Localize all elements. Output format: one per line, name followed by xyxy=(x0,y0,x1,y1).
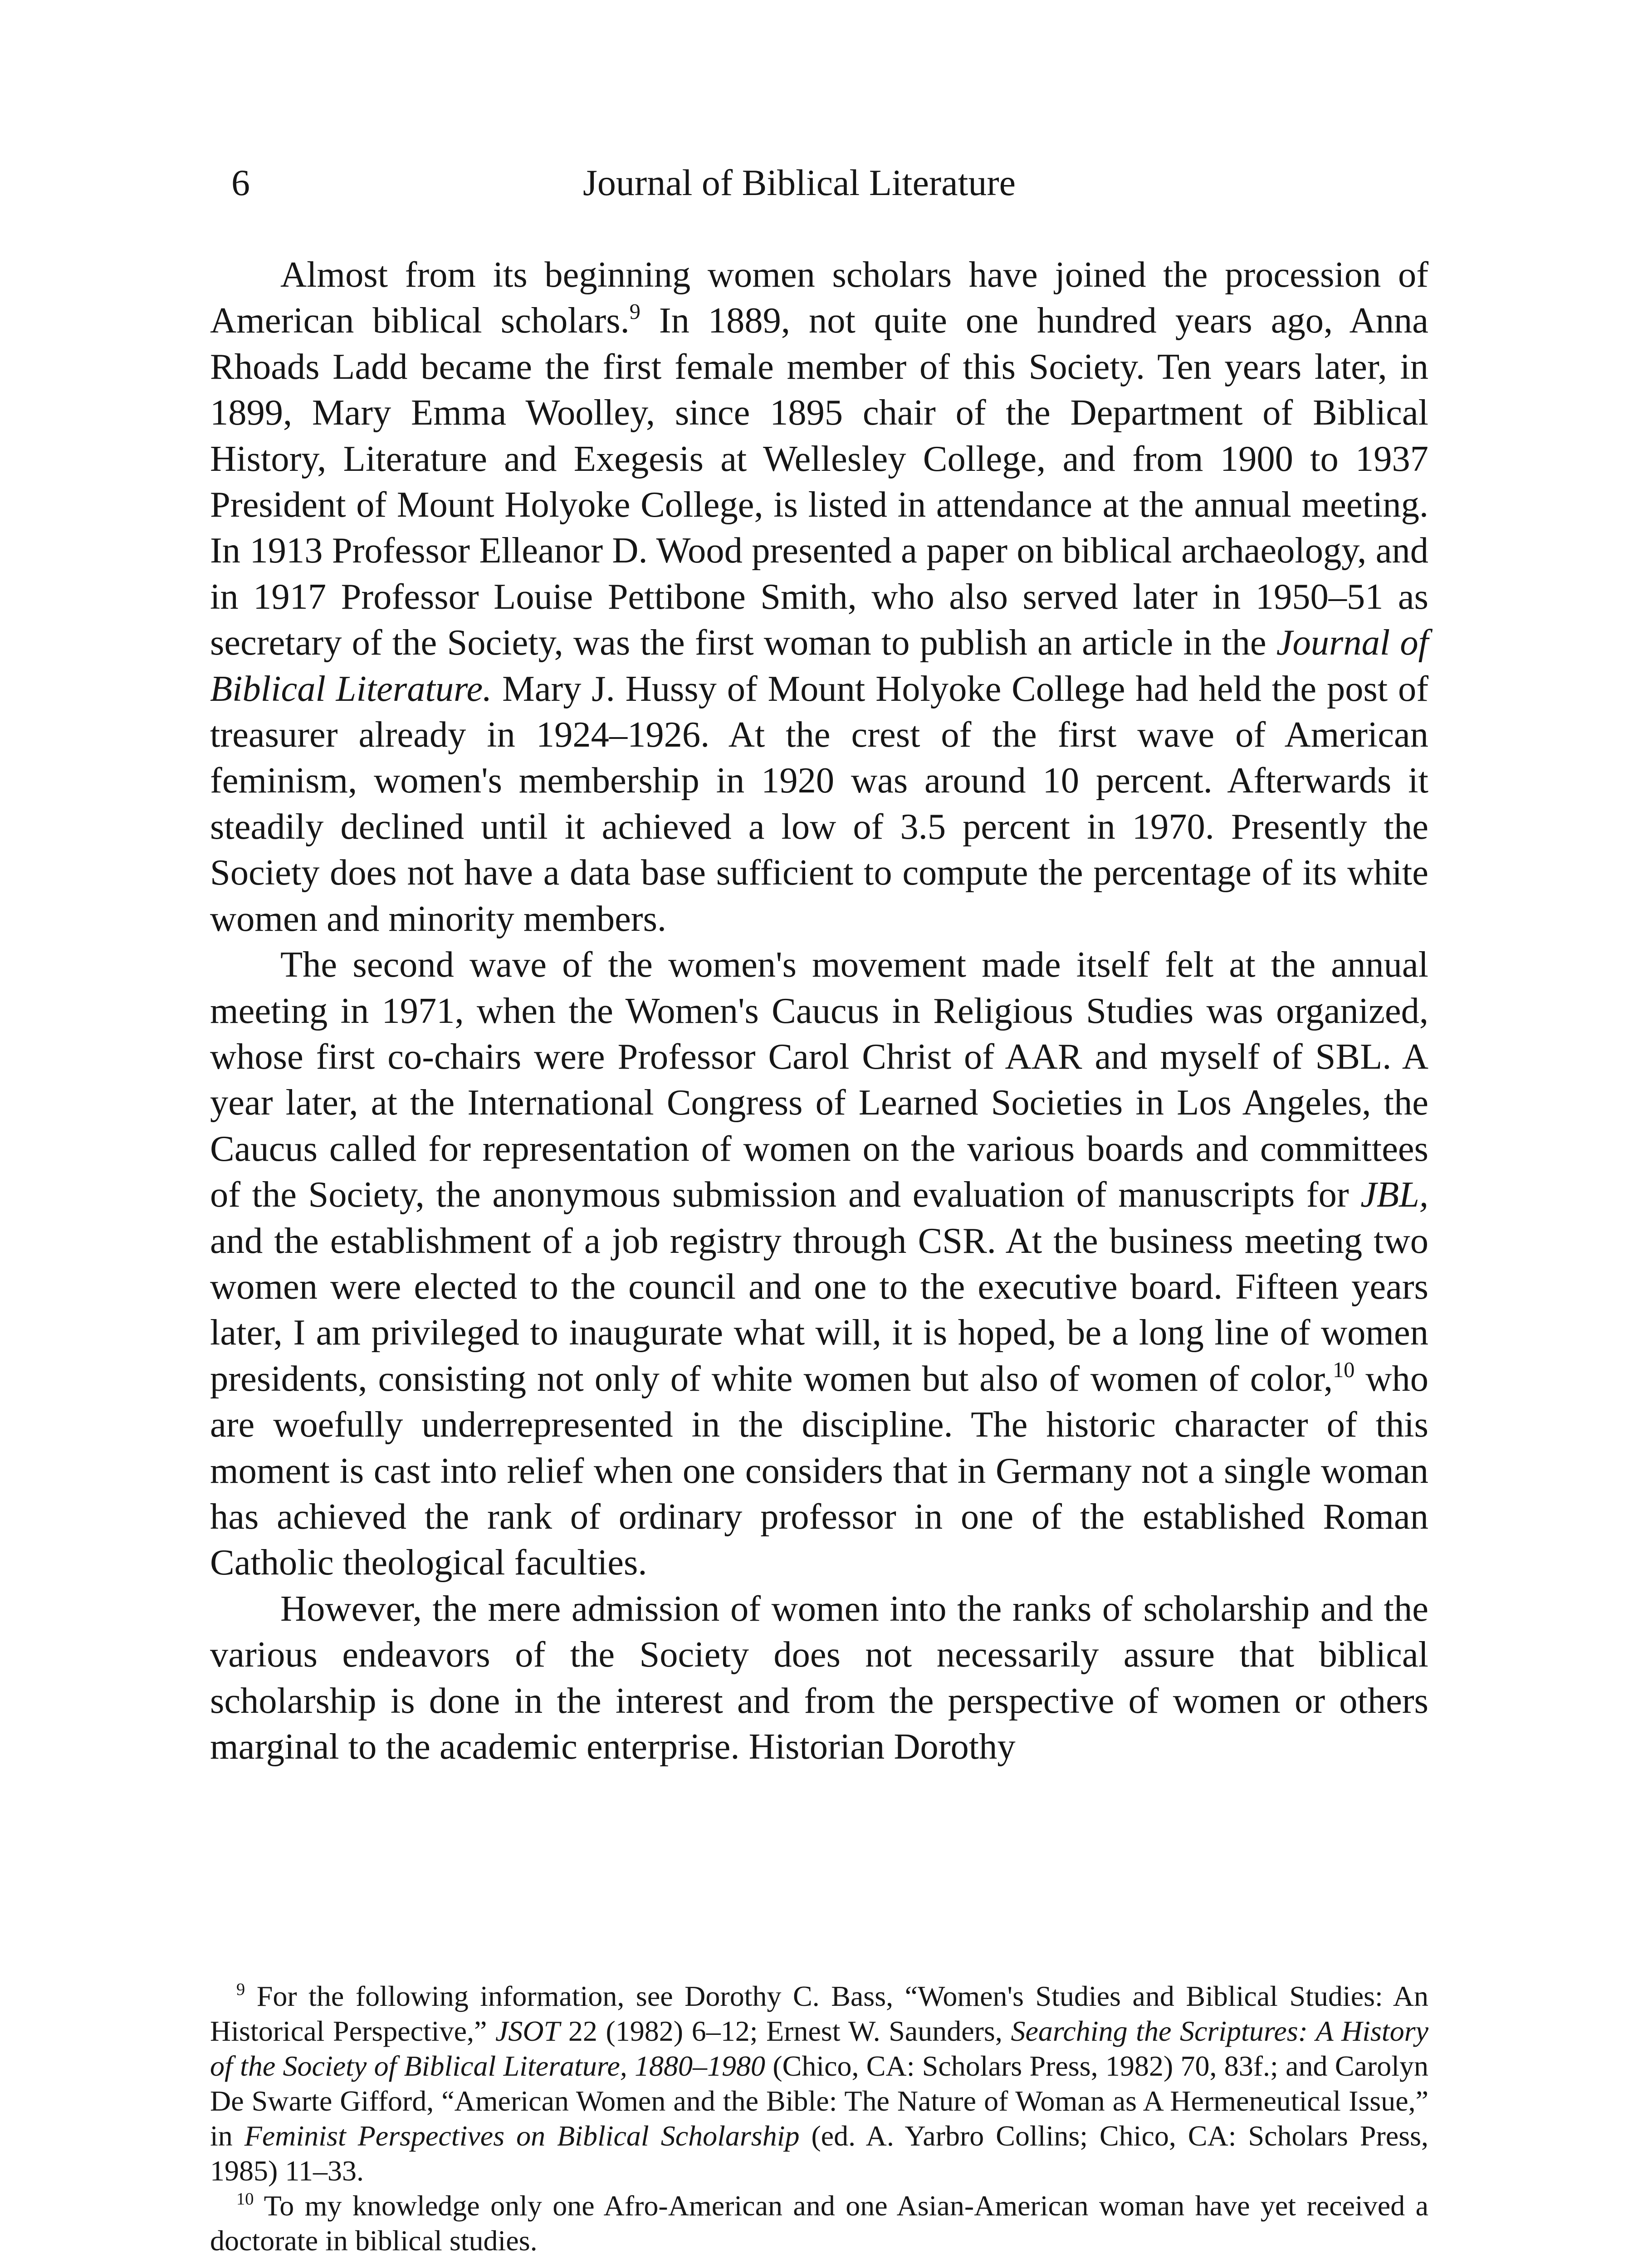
paragraph-1 xyxy=(210,252,1428,942)
footnote-9 xyxy=(210,1979,1428,2188)
paragraph-2-part-3: who are woefully underrepresented in the discipline. The historic character of this moment is cast into relief when one considers that in Germany not a single woman has achieved the rank of ordinary professor in one of the established Roman Catholic theological faculties. xyxy=(210,1358,1428,1583)
footnote-number-10: 10 xyxy=(236,2190,254,2209)
footnote-9-italic-1: JSOT xyxy=(495,2015,560,2047)
footnote-ref-10: 10 xyxy=(1333,1358,1355,1382)
footnote-10-text: To my knowledge only one Afro-American and one Asian-American woman have yet received a doctorate in biblical studies. xyxy=(210,2190,1428,2257)
paragraph-1-part-1: Almost from its beginning women scholars have joined the procession of American biblical scholars. xyxy=(210,254,1428,341)
paragraph-2 xyxy=(210,942,1428,1586)
footnote-9-part-1: For the following information, see Dorothy C. Bass, “Women's Studies and Biblical Studies: An Historical Perspective,” xyxy=(210,1980,1428,2047)
paragraph-3: However, the mere admission of women into the ranks of scholarship and the various endeavors of the Society does not necessarily assure that biblical scholarship is done in the interest and from the perspective of women or others marginal to the academic enterprise. Historian Dorothy xyxy=(210,1588,1428,1767)
footnotes xyxy=(210,1979,1428,2258)
footnote-10 xyxy=(210,2188,1428,2258)
paragraph-2-part-1: The second wave of the women's movement made itself felt at the annual meeting in 1971, when the Women's Caucus in Religious Studies was organized, whose first co-chairs were Professor Carol Christ of AAR and myself of SBL. A year later, at the International Congress of Learned Societies in Los Angeles, the Caucus called for representation of women on the various boards and committees of the Society, the anonymous submission and evaluation of manuscripts for xyxy=(210,944,1428,1215)
jbl-italic: JBL, xyxy=(1360,1174,1428,1215)
paragraph-1-part-3: Mary J. Hussy of Mount Holyoke College had held the post of treasurer already in 1924–1926. At the crest of the first wave of American feminism, women's membership in 1920 was around 10 percent. Afterwards it steadily declined until it achieved a low of 3.5 percent in 1970. Presently the Society does not have a data base sufficient to compute the percentage of its white women and minority members. xyxy=(210,668,1429,939)
footnote-9-italic-2: Searching the Scriptures: A History of the Society of Biblical Literature, 1880–1980 xyxy=(210,2015,1429,2082)
footnote-number-9: 9 xyxy=(236,1980,245,1999)
footnote-ref-9: 9 xyxy=(629,300,640,324)
body-text xyxy=(210,252,1428,1769)
footnote-9-part-4: (ed. A. Yarbro Collins; Chico, CA: Scholars Press, 1985) 11–33. xyxy=(210,2120,1429,2187)
footnote-9-part-3: (Chico, CA: Scholars Press, 1982) 70, 83f.; and Carolyn De Swarte Gifford, “American Women and the Bible: The Nature of Woman as A Hermeneutical Issue,” in xyxy=(210,2050,1429,2152)
paragraph-1-part-2: In 1889, not quite one hundred years ago, Anna Rhoads Ladd became the first female member of this Society. Ten years later, in 1899, Mary Emma Woolley, since 1895 chair of the Department of Biblical History, Literature and Exegesis at Wellesley College, and from 1900 to 1937 President of Mount Holyoke College, is listed in attendance at the annual meeting. In 1913 Professor Elleanor D. Wood presented a paper on biblical archaeology, and in 1917 Professor Louise Pettibone Smith, who also served later in 1950–51 as secretary of the Society, was the first woman to publish an article in the xyxy=(210,300,1428,663)
footnote-9-italic-3: Feminist Perspectives on Biblical Scholarship xyxy=(244,2120,800,2152)
page-number: 6 xyxy=(231,162,250,203)
running-head xyxy=(206,158,1427,208)
journal-name-italic: Journal of Biblical Literature. xyxy=(210,622,1428,709)
paragraph-2-part-2: and the establishment of a job registry through CSR. At the business meeting two women were elected to the council and one to the executive board. Fifteen years later, I am privileged to inaugurate what will, it is hoped, be a long line of women presidents, consisting not only of white women but also of women of color, xyxy=(210,1220,1428,1399)
footnote-9-part-2: 22 (1982) 6–12; Ernest W. Saunders, xyxy=(560,2015,1011,2047)
journal-title: Journal of Biblical Literature xyxy=(583,162,1016,203)
